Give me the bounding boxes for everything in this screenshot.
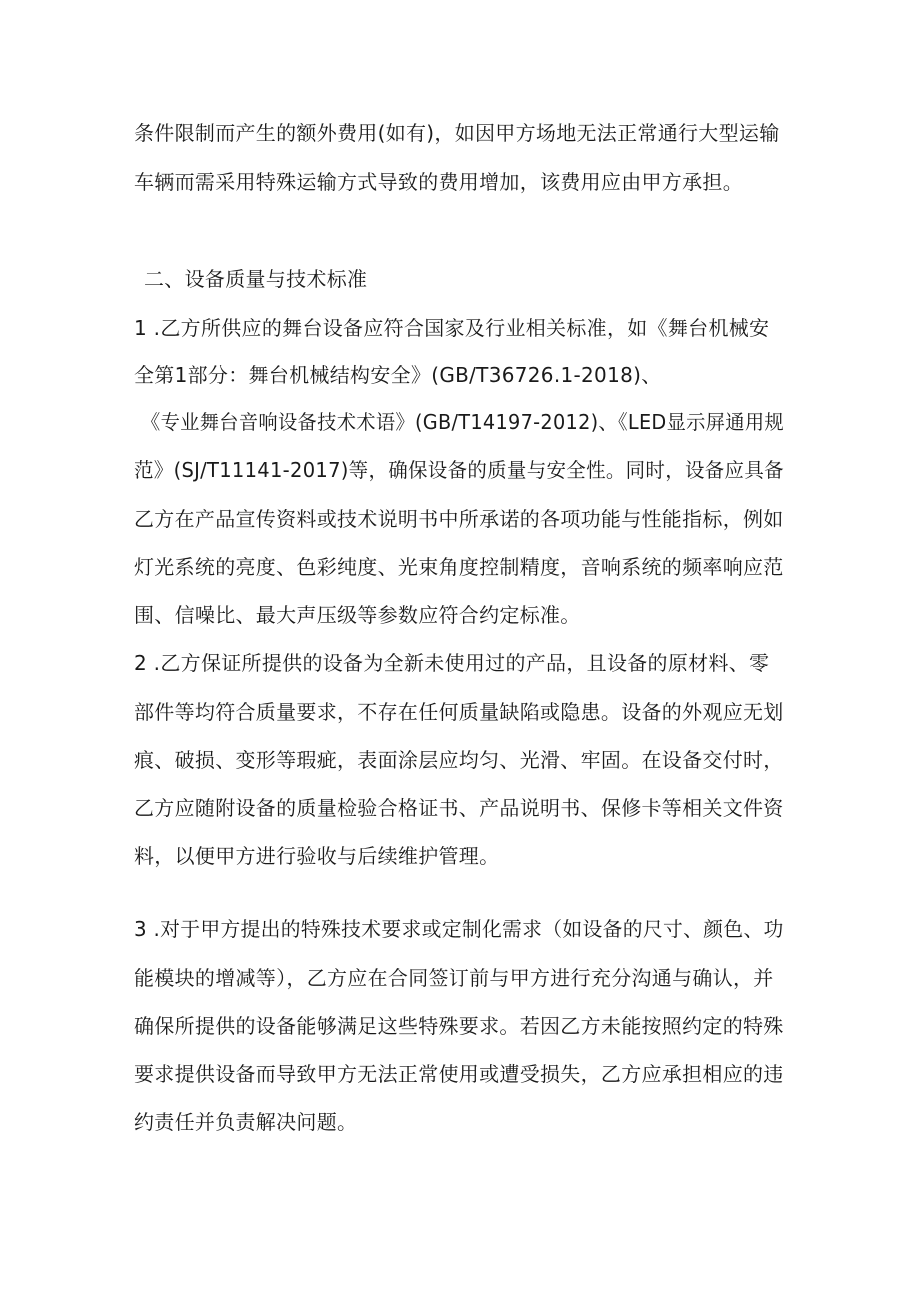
section-heading: 二、设备质量与技术标准 bbox=[144, 267, 368, 291]
paragraph-line: 能模块的增减等），乙方应在合同签订前与甲方进行充分沟通与确认，并 bbox=[134, 966, 774, 990]
paragraph-line: 车辆而需采用特殊运输方式导致的费用增加，该费用应由甲方承担。 bbox=[134, 170, 743, 194]
paragraph-line: 2 .乙方保证所提供的设备为全新未使用过的产品，且设备的原材料、零 bbox=[134, 651, 770, 675]
paragraph-line: 范》(SJ/T11141-2017)等，确保设备的质量与安全性。同时，设备应具备 bbox=[134, 458, 784, 482]
paragraph-line: 3 .对于甲方提出的特殊技术要求或定制化需求（如设备的尺寸、颜色、功 bbox=[134, 917, 784, 941]
paragraph-line: 要求提供设备而导致甲方无法正常使用或遭受损失，乙方应承担相应的违 bbox=[134, 1062, 784, 1086]
paragraph-line: 部件等均符合质量要求，不存在任何质量缺陷或隐患。设备的外观应无划 bbox=[134, 700, 784, 724]
paragraph-line: 条件限制而产生的额外费用(如有)，如因甲方场地无法正常通行大型运输 bbox=[134, 121, 780, 145]
paragraph-line: 料，以便甲方进行验收与后续维护管理。 bbox=[134, 844, 500, 868]
paragraph-line: 《专业舞台音响设备技术术语》(GB/T14197-2012)、《LED显示屏通用规 bbox=[141, 410, 784, 434]
paragraph-line: 乙方应随附设备的质量检验合格证书、产品说明书、保修卡等相关文件资 bbox=[134, 796, 784, 820]
paragraph-line: 约责任并负责解决问题。 bbox=[134, 1110, 358, 1134]
paragraph-line: 全第1部分：舞台机械结构安全》(GB/T36726.1-2018)、 bbox=[134, 363, 662, 387]
paragraph-line: 痕、破损、变形等瑕疵，表面涂层应均匀、光滑、牢固。在设备交付时， bbox=[134, 748, 784, 772]
paragraph-line: 围、信噪比、最大声压级等参数应符合约定标准。 bbox=[134, 603, 581, 627]
paragraph-line: 1 .乙方所供应的舞台设备应符合国家及行业相关标准，如《舞台机械安 bbox=[134, 316, 770, 340]
paragraph-line: 乙方在产品宣传资料或技术说明书中所承诺的各项功能与性能指标，例如 bbox=[134, 507, 784, 531]
paragraph-line: 灯光系统的亮度、色彩纯度、光束角度控制精度，音响系统的频率响应范 bbox=[134, 555, 784, 579]
paragraph-line: 确保所提供的设备能够满足这些特殊要求。若因乙方未能按照约定的特殊 bbox=[134, 1014, 784, 1038]
